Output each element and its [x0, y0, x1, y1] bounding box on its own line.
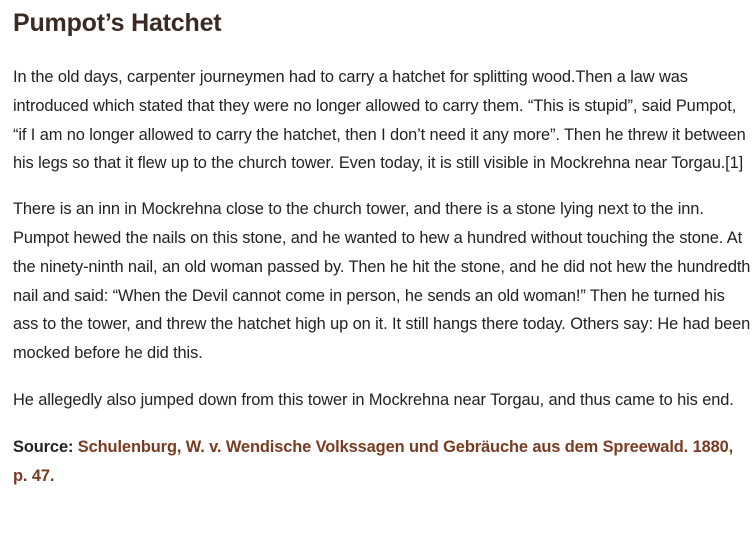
paragraph-2: There is an inn in Mockrehna close to the church tower, and there is a stone lying next to the inn. Pumpot hewed the nails on this stone, and he wanted to hew a hundred without touching the stone. At the ninety-ninth nail, an old woman passed by. Then he hit the stone, and he did not hew the hundredth nail and said: “When the Devil cannot come in person, he sends an old woman!” Then he turned his ass to the tower, and threw the hatchet high up on it. It still hangs there today. Others say: He had been mocked before he did this. — [13, 200, 751, 363]
paragraph-1: In the old days, carpenter journeymen had to carry a hatchet for splitting wood.Then a law was introduced which stated that they were no longer allowed to carry them. “This is stupid”, said Pumpot, “if I am no longer allowed to carry the hatchet, then I don’t need it any more”. Then he threw it between his legs so that it flew up to the church tower. Even today, it is still visible in Mockrehna near Torgau.[1] — [13, 68, 746, 173]
page-title: Pumpot’s Hatchet — [13, 9, 222, 37]
source-line — [13, 433, 751, 491]
source-link[interactable]: Schulenburg, W. v. Wendische Volkssagen und Gebräuche aus dem Spreewald. 1880, p. 47. — [13, 437, 734, 485]
paragraph-3: He allegedly also jumped down from this tower in Mockrehna near Torgau, and thus came to his end. — [13, 390, 734, 409]
article — [13, 0, 751, 490]
source-label: Source: — [13, 437, 74, 456]
